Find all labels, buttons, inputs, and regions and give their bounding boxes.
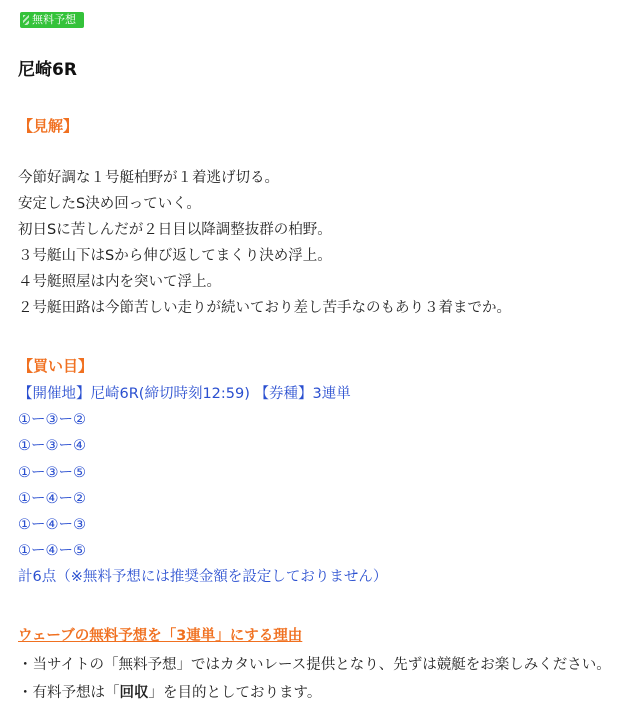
combination-item: ①ー③ー④ xyxy=(18,438,86,455)
reason-line-prefix: ・有料予想は「 xyxy=(18,685,120,701)
total-points: 計6点（※無料予想には推奨金額を設定しておりません） xyxy=(18,569,388,586)
view-text xyxy=(18,165,511,321)
combination-item: ①ー④ー② xyxy=(18,490,86,507)
view-line: 安定したS決め回っていく。 xyxy=(18,196,201,212)
venue-and-bet-type: 【開催地】尼崎6R(締切時刻12:59) 【券種】3連単 xyxy=(18,386,351,402)
combination-list xyxy=(18,407,387,564)
view-line: ２号艇田路は今節苦しい走りが続いており差し苦手なのもあり３着までか。 xyxy=(18,300,511,316)
reason-text xyxy=(18,651,611,707)
reason-line xyxy=(18,679,611,707)
view-line: ４号艇照屋は内を突いて浮上。 xyxy=(18,274,221,290)
reason-heading: ウェーブの無料予想を「3連単」にする理由 xyxy=(18,628,303,644)
free-prediction-badge: 無料予想 xyxy=(20,12,84,28)
view-line: 初日Sに苦しんだが２日目以降調整抜群の柏野。 xyxy=(18,222,332,238)
combination-item: ①ー④ー③ xyxy=(18,517,86,534)
combination-item: ①ー④ー⑤ xyxy=(18,543,86,560)
buy-list xyxy=(18,381,387,591)
buy-heading: 【買い目】 xyxy=(18,357,94,375)
race-title: 尼崎6R xyxy=(18,60,77,80)
reason-emphasis: 回収 xyxy=(119,685,149,701)
combination-item: ①ー③ー② xyxy=(18,412,86,429)
reason-line-suffix: 」を目的としております。 xyxy=(148,685,322,701)
view-heading: 【見解】 xyxy=(18,117,79,135)
view-line: ３号艇山下はSから伸び返してまくり決め浮上。 xyxy=(18,248,332,264)
view-line: 今節好調な１号艇柏野が１着逃げ切る。 xyxy=(18,170,279,186)
reason-line: ・当サイトの「無料予想」ではカタいレース提供となり、先ずは競艇をお楽しみください。 xyxy=(18,657,611,673)
combination-item: ①ー③ー⑤ xyxy=(18,464,86,481)
